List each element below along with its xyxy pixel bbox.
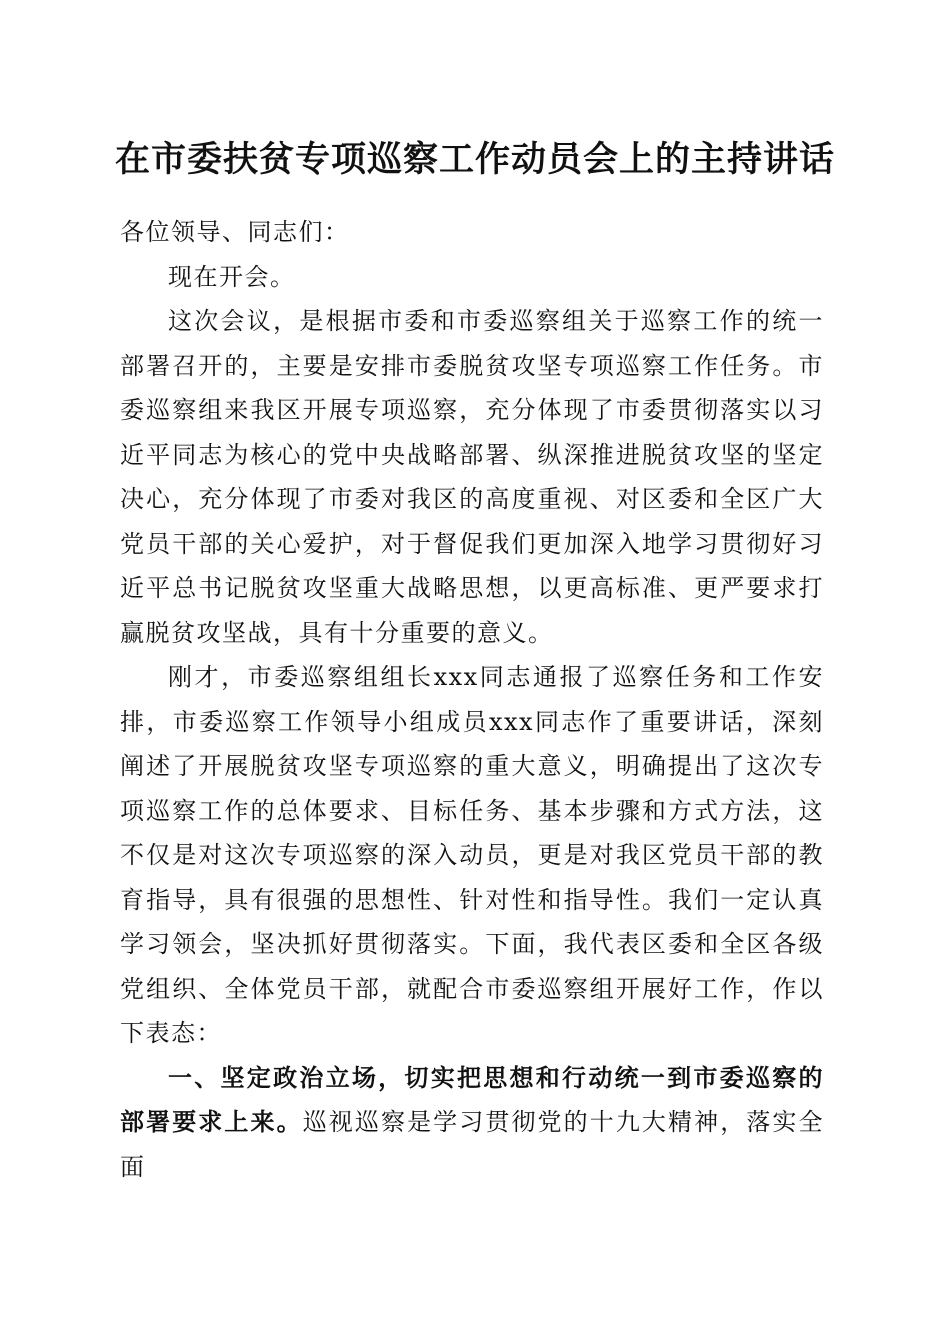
paragraph-opening: 现在开会。	[168, 262, 296, 291]
section-1-text: 巡视巡察是学习贯彻党的十九大精神，落实全面	[120, 1108, 825, 1181]
section-1-heading: 一、坚定政治立场，切实把思想和行动统一到市委巡察的部署要求上来。	[120, 1062, 824, 1136]
document-title: 在市委扶贫专项巡察工作动员会上的主持讲话	[114, 139, 835, 180]
document-body	[120, 210, 824, 1189]
section-1	[120, 1056, 824, 1190]
paragraph-meeting-purpose: 这次会议，是根据市委和市委巡察组关于巡察工作的统一部署召开的，主要是安排市委脱贫攻坚专项巡察工作任务。市委巡察组来我区开展专项巡察，充分体现了市委贯彻落实以习近平同志为核心的党中央战略部署、纵深推进脱贫攻坚的坚定决心，充分体现了市委对我区的高度重视、对区委和全区广大党员干部的关心爱护，对于督促我们更加深入地学习贯彻好习近平总书记脱贫攻坚重大战略思想，以更高标准、更严要求打赢脱贫攻坚战，具有十分重要的意义。	[120, 307, 824, 647]
salutation: 各位领导、同志们：	[120, 218, 350, 246]
paragraph-remarks: 刚才，市委巡察组组长xxx同志通报了巡察任务和工作安排，市委巡察工作领导小组成员xxx同志作了重要讲话，深刻阐述了开展脱贫攻坚专项巡察的重大意义，明确提出了这次专项巡察工作的总体要求、目标任务、基本步骤和方式方法，这不仅是对这次专项巡察的深入动员，更是对我区党员干部的教育指导，具有很强的思想性、针对性和指导性。我们一定认真学习领会，坚决抓好贯彻落实。下面，我代表区委和全区各级党组织、全体党员干部，就配合市委巡察组开展好工作，作以下表态：	[120, 663, 824, 1047]
